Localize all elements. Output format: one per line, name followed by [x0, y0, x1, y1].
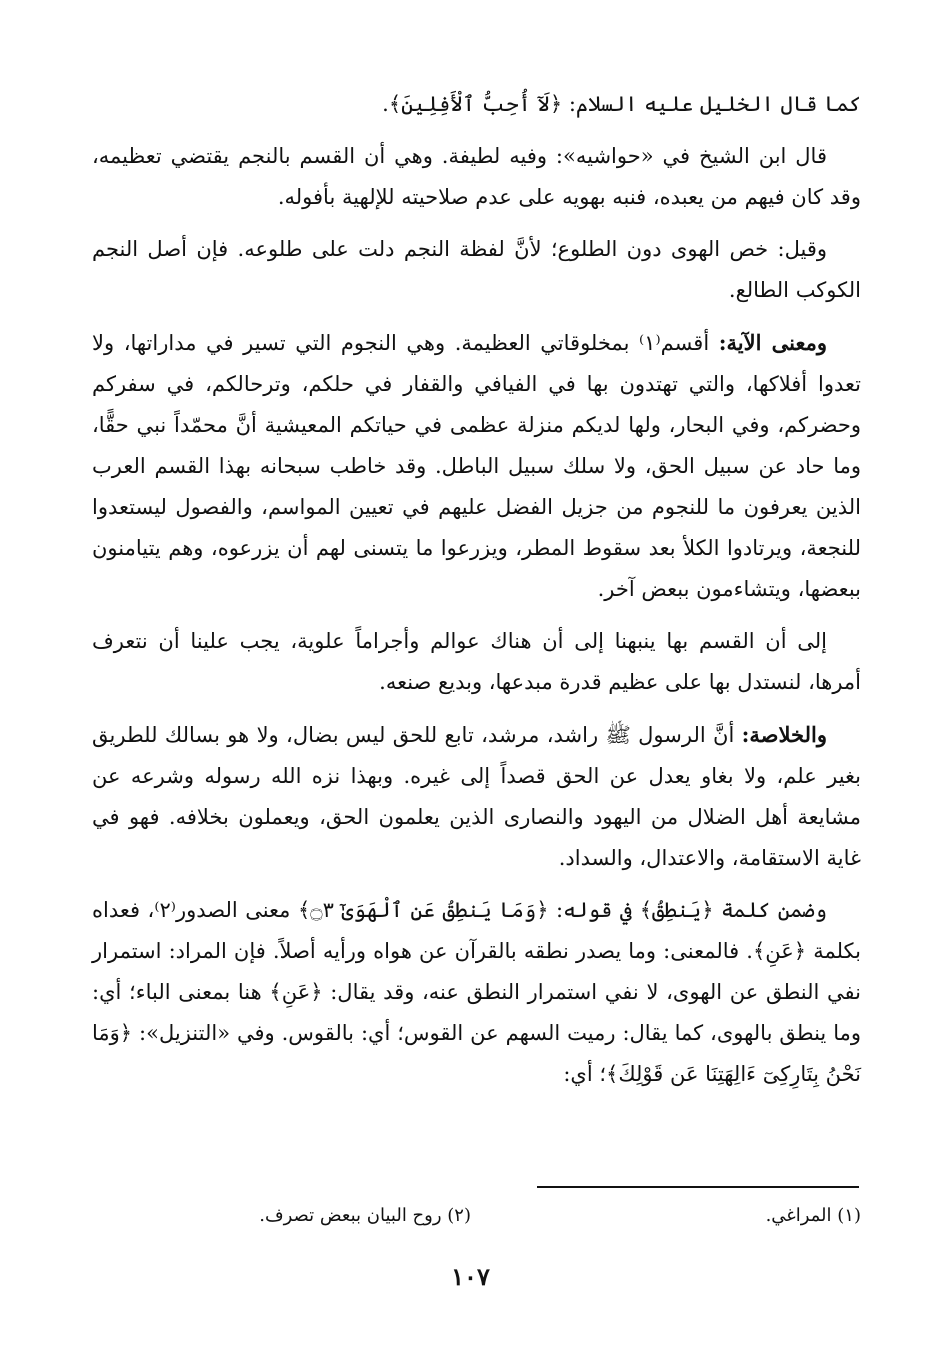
body-text: [92, 84, 861, 1095]
page-number: ١٠٧: [451, 1262, 490, 1291]
footnote-1: (١) المراغي.: [765, 1205, 861, 1226]
paragraph-5-text: إلى أن القسم بها ينبهنا إلى أن هناك عوالم وأجراماً علوية، يجب علينا أن نتعرف أمرها، لنستدل بها على عظيم قدرة مبدعها، وبديع صنعه.: [92, 629, 861, 694]
paragraph-7-text: وضمن كلمة ﴿يَنطِقُ﴾ في قوله: ﴿وَمَا يَنطِقُ عَنِ ٱلْهَوَىٰٓ ۝٣﴾ معنى الصدور⁽٢⁾، فعداه بكلمة ﴿عَنِ﴾. فالمعنى: وما يصدر نطقه بالقرآن عن هواه ورأيه أصلاً. فإن المراد: استمرار نفي النطق عن الهوى، لا نفي استمرار النطق عنه، وقد يقال: ﴿عَنِ﴾ هنا بمعنى الباء؛ أي: وما ينطق بالهوى، كما يقال: رميت السهم عن القوس؛ أي: بالقوس. وفي «التنزيل»: ﴿وَمَا نَحْنُ بِتَارِكِىٓ ءَالِهَتِنَا عَن قَوْلِكَ﴾؛ أي:: [92, 898, 861, 1086]
footnote-divider: [537, 1186, 859, 1188]
paragraph-1-text: كما قال الخليل عليه السلام: ﴿لَآ أُحِبُّ ٱلْأَفِلِينَ﴾.: [382, 92, 861, 116]
paragraph-6: [92, 714, 861, 879]
paragraph-2-text: قال ابن الشيخ في «حواشيه»: وفيه لطيفة. وهي أن القسم بالنجم يقتضي تعظيمه، وقد كان فيهم من يعبده، فنبه بهويه على عدم صلاحيته للإلهية بأفوله.: [92, 144, 861, 209]
paragraph-7: [92, 890, 861, 1095]
paragraph-3: [92, 229, 861, 311]
paragraph-4: [92, 322, 861, 610]
footnotes: [92, 1202, 861, 1230]
paragraph-3-text: وقيل: خص الهوى دون الطلوع؛ لأنَّ لفظة النجم دلت على طلوعه. فإن أصل النجم الكوكب الطالع.: [92, 237, 861, 302]
paragraph-1: [92, 84, 861, 125]
footnote-2: (٢) روح البيان ببعض تصرف.: [259, 1205, 471, 1226]
paragraph-2: [92, 136, 861, 218]
paragraph-4-text: أقسم⁽١⁾ بمخلوقاتي العظيمة. وهي النجوم التي تسير في مداراتها، ولا تعدوا أفلاكها، والتي تهتدون بها في الفيافي والقفار في حلكم، وترحالكم، في سفركم وحضركم، وفي البحار، ولها لديكم منزلة عظمى في حياتكم المعيشية أنَّ محمّداً نبي حقًّا، وما حاد عن سبيل الحق، ولا سلك سبيل الباطل. وقد خاطب سبحانه بهذا القسم العرب الذين يعرفون ما للنجوم من جزيل الفضل عليهم في تعيين المواسم، والفصول ليستعدوا للنجعة، ويرتادوا الكلأ بعد سقوط المطر، ويزرعوا ما يتسنى لهم أن يزرعوه، وهم يتيامنون ببعضها، ويتشاءمون ببعض آخر.: [92, 331, 861, 601]
paragraph-6-lead: والخلاصة:: [741, 722, 827, 747]
paragraph-4-lead: ومعنى الآية:: [718, 330, 828, 355]
paragraph-6-text: أنَّ الرسول ﷺ راشد، مرشد، تابع للحق ليس بضال، ولا هو بسالك للطريق بغير علم، ولا بغاو يعدل عن الحق قصداً إلى غيره. وبهذا نزه الله رسوله وشرعه عن مشايعة أهل الضلال من اليهود والنصارى الذين يعلمون الحق، ويعملون بخلافه. فهو في غاية الاستقامة، والاعتدال، والسداد.: [92, 723, 861, 870]
paragraph-5: [92, 621, 861, 703]
